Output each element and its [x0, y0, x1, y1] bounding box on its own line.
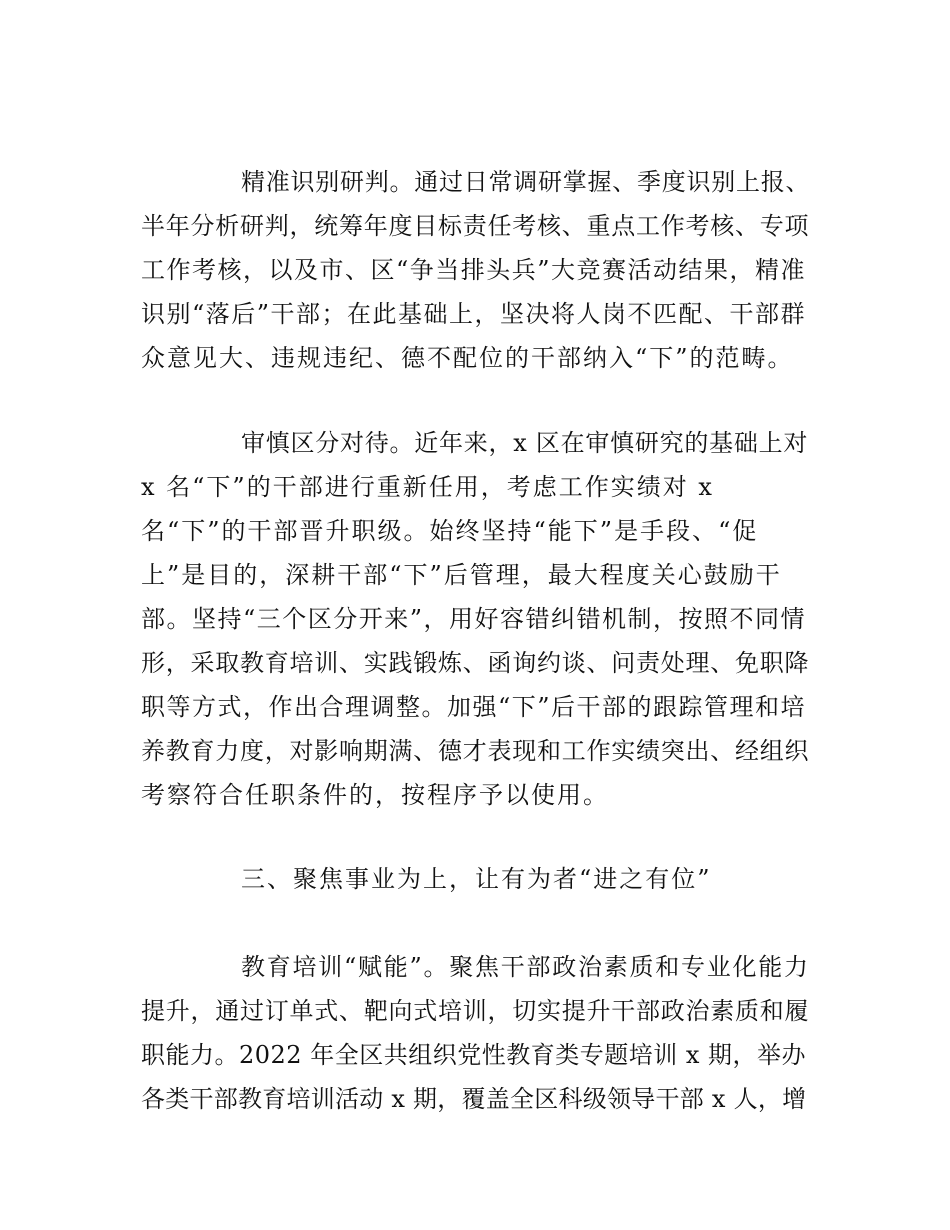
- paragraph-3-line-4: 各类干部教育培训活动 x 期，覆盖全区科级领导干部 x 人，增: [141, 1085, 807, 1113]
- paragraph-1-line-2: 半年分析研判，统筹年度目标责任考核、重点工作考核、专项: [141, 212, 810, 240]
- paragraph-2-line-2: x 名“下”的干部进行重新任用，考虑工作实绩对 x: [141, 473, 714, 501]
- paragraph-3-line-3: 职能力。2022 年全区共组织党性教育类专题培训 x 期，举办: [141, 1041, 806, 1069]
- paragraph-2-line-5: 部。坚持“三个区分开来”，用好容错纠错机制，按照不同情: [141, 605, 807, 633]
- paragraph-2-line-6: 形，采取教育培训、实践锻炼、函询约谈、问责处理、免职降: [141, 649, 810, 677]
- paragraph-1-line-5: 众意见大、违规违纪、德不配位的干部纳入“下”的范畴。: [141, 344, 794, 372]
- paragraph-2-line-4: 上”是目的，深耕干部“下”后管理，最大程度关心鼓励干: [141, 561, 782, 589]
- paragraph-3-line-2: 提升，通过订单式、靶向式培训，切实提升干部政治素质和履: [141, 997, 810, 1025]
- paragraph-2-line-9: 考察符合任职条件的，按程序予以使用。: [141, 781, 609, 809]
- paragraph-1-line-3: 工作考核，以及市、区“争当排头兵”大竞赛活动结果，精准: [141, 256, 807, 284]
- paragraph-3-line-1: 教育培训“赋能”。聚焦干部政治素质和专业化能力: [241, 953, 810, 981]
- paragraph-1-line-4: 识别“落后”干部；在此基础上，坚决将人岗不匹配、干部群: [141, 300, 807, 328]
- paragraph-2-line-8: 养教育力度，对影响期满、德才表现和工作实绩突出、经组织: [141, 737, 810, 765]
- paragraph-1-line-1: 精准识别研判。通过日常调研掌握、季度识别上报、: [241, 168, 811, 196]
- paragraph-2-line-1: 审慎区分对待。近年来，x 区在审慎研究的基础上对: [241, 429, 809, 457]
- section-heading-3: 三、聚焦事业为上，让有为者“进之有位”: [241, 865, 712, 893]
- paragraph-2-line-7: 职等方式，作出合理调整。加强“下”后干部的跟踪管理和培: [141, 693, 807, 721]
- paragraph-2-line-3: 名“下”的干部晋升职级。始终坚持“能下”是手段、“促: [141, 517, 759, 545]
